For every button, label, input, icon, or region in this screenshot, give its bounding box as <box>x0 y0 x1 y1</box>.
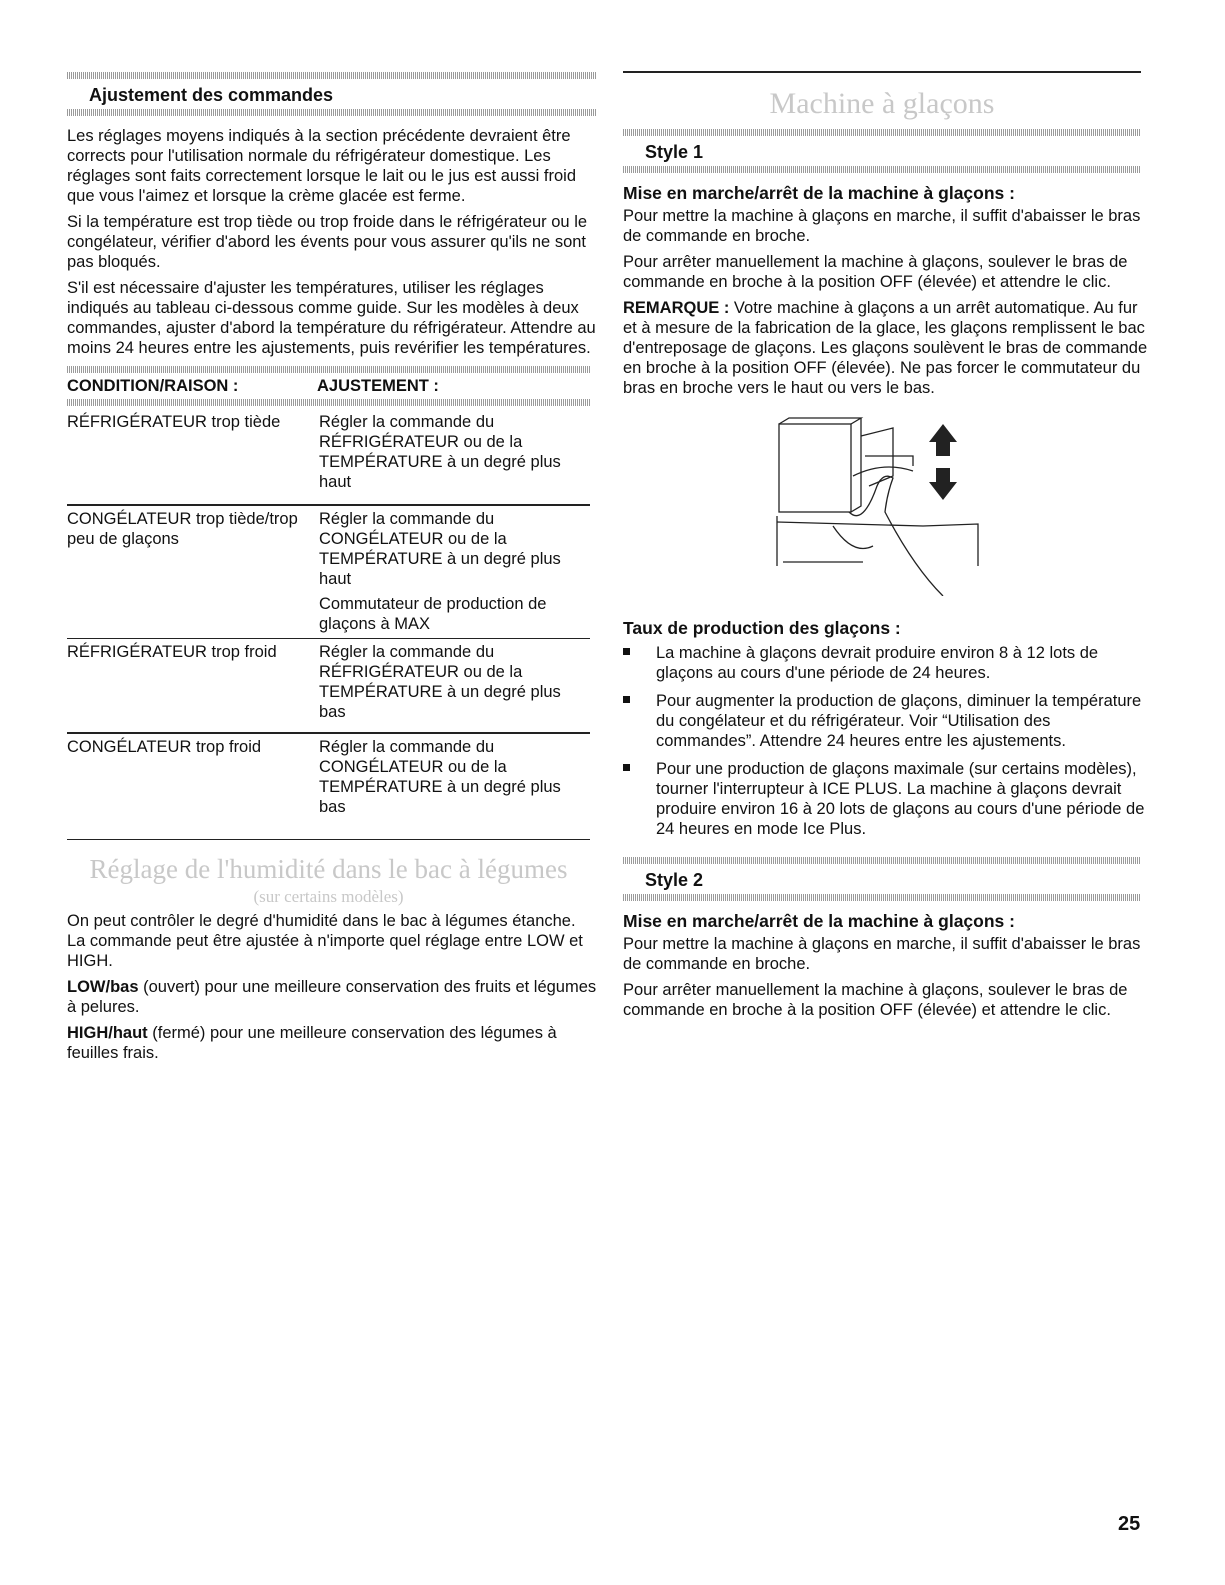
dotted-divider <box>623 166 1141 173</box>
high-description: (fermé) pour une meilleure conservation des légumes à feuilles frais. <box>67 1024 557 1062</box>
note-text: Votre machine à glaçons a un arrêt automatique. Au fur et à mesure de la fabrication de la glace, les glaçons remplissent le bac d'entreposage de glaçons. Les glaçons soulèvent le bras de commande en broche à la position OFF (élevée). Ne pas forcer le commutateur du bras en broche vers le haut ou vers le bas. <box>623 298 1148 397</box>
table-cell-condition: RÉFRIGÉRATEUR trop froid <box>67 643 277 661</box>
table-cell-adjustment: Régler la commande du CONGÉLATEUR ou de la TEMPÉRATURE à un degré plus haut <box>319 509 561 588</box>
table-cell-adjustment-extra: Commutateur de production de glaçons à MAX <box>319 594 547 633</box>
high-label: HIGH/haut <box>67 1024 148 1042</box>
off-text-1: Pour arrêter manuellement la machine à glaçons, soulever le bras de commande en broche à la position OFF (élevée) et attendre le clic. <box>623 252 1128 291</box>
low-label: LOW/bas <box>67 978 139 996</box>
table-cell-condition: RÉFRIGÉRATEUR trop tiède <box>67 413 281 431</box>
table-header-row <box>67 373 590 399</box>
humidity-low-paragraph <box>67 977 597 1017</box>
ice-maker-illustration <box>773 416 1003 596</box>
table-row <box>67 506 590 638</box>
left-column <box>67 0 597 1063</box>
on-text-2: Pour mettre la machine à glaçons en marche, il suffit d'abaisser le bras de commande en broche. <box>623 934 1141 973</box>
table-cell-adjustment: Régler la commande du CONGÉLATEUR ou de la TEMPÉRATURE à un degré plus bas <box>319 737 561 816</box>
table-row <box>67 734 590 839</box>
note-label: REMARQUE : <box>623 298 730 317</box>
adjust-paragraph-3: S'il est nécessaire d'ajuster les températures, utiliser les réglages indiqués au tableau ci-dessous comme guide. Sur les modèles à deux commandes, ajuster d'abord la température du réfrigérateur. Attendre au moins 24 heures entre les ajustements, puis revérifier les températures. <box>67 279 596 357</box>
list-item: Pour une production de glaçons maximale (sur certains modèles), tourner l'interrupteur à ICE PLUS. La machine à glaçons devrait produire environ 16 à 20 lots de glaçons au cours d'une période de 24 heures en mode Ice Plus. <box>623 759 1153 839</box>
humidity-subtitle: (sur certains modèles) <box>253 887 404 906</box>
dotted-divider <box>623 857 1141 864</box>
table-cell-adjustment: Régler la commande du RÉFRIGÉRATEUR ou de la TEMPÉRATURE à un degré plus bas <box>319 643 561 721</box>
adjustment-table <box>67 373 590 399</box>
off-text-2: Pour arrêter manuellement la machine à glaçons, soulever le bras de commande en broche à la position OFF (élevée) et attendre le clic. <box>623 980 1128 1019</box>
rate-bullet-list <box>623 643 1153 839</box>
adjust-heading: Ajustement des commandes <box>89 85 334 105</box>
on-text-1: Pour mettre la machine à glaçons en marche, il suffit d'abaisser le bras de commande en broche. <box>623 206 1141 245</box>
list-item: La machine à glaçons devrait produire environ 8 à 12 lots de glaçons au cours d'une période de 24 heures. <box>623 643 1153 683</box>
right-column <box>623 0 1153 1020</box>
table-header-condition: CONDITION/RAISON : <box>67 377 239 395</box>
table-cell-condition: CONGÉLATEUR trop tiède/trop peu de glaçons <box>67 509 298 548</box>
table-cell-condition: CONGÉLATEUR trop froid <box>67 737 262 756</box>
page-number: 25 <box>1118 1513 1141 1535</box>
style2-heading: Style 2 <box>645 869 704 890</box>
adjust-paragraph-2: Si la température est trop tiède ou trop froide dans le réfrigérateur ou le congélateur, vérifier d'abord les évents pour vous assurer qu'ils ne sont pas bloqués. <box>67 213 588 271</box>
ice-maker-drawing <box>773 416 1003 596</box>
style1-heading: Style 1 <box>645 141 704 162</box>
note-paragraph <box>623 298 1153 398</box>
table-row <box>67 406 590 504</box>
onoff-heading-2: Mise en marche/arrêt de la machine à glaçons : <box>623 910 1015 931</box>
table-row-divider <box>67 839 590 841</box>
dotted-divider <box>623 894 1141 901</box>
dotted-divider <box>623 129 1141 136</box>
humidity-paragraph: On peut contrôler le degré d'humidité dans le bac à légumes étanche. La commande peut être ajustée à n'importe quel réglage entre LOW et HIGH. <box>67 912 583 970</box>
adjustment-table-body <box>67 406 590 840</box>
section-rule <box>623 71 1141 73</box>
adjust-paragraph-1: Les réglages moyens indiqués à la section précédente devraient être corrects pour l'utilisation normale du réfrigérateur domestique. Les réglages sont faits correctement lorsque le lait ou le jus est aussi froid que vous l'aimez et lorsque la crème glacée est ferme. <box>67 127 577 205</box>
humidity-high-paragraph <box>67 1023 597 1063</box>
rate-heading: Taux de production des glaçons : <box>623 617 901 638</box>
dotted-divider <box>67 366 590 373</box>
dotted-divider <box>67 399 590 406</box>
list-item: Pour augmenter la production de glaçons, diminuer la température du congélateur et du réfrigérateur. Voir “Utilisation des commandes”. Attendre 24 heures entre les ajustements. <box>623 691 1153 751</box>
humidity-title: Réglage de l'humidité dans le bac à légumes <box>89 854 568 884</box>
onoff-heading-1: Mise en marche/arrêt de la machine à glaçons : <box>623 182 1015 203</box>
table-header-adjustment: AJUSTEMENT : <box>317 377 439 395</box>
low-description: (ouvert) pour une meilleure conservation des fruits et légumes à pelures. <box>67 978 597 1016</box>
table-cell-adjustment: Régler la commande du RÉFRIGÉRATEUR ou de la TEMPÉRATURE à un degré plus haut <box>319 413 561 491</box>
ice-title: Machine à glaçons <box>769 86 995 120</box>
dotted-divider <box>67 109 597 116</box>
table-row <box>67 639 590 732</box>
dotted-divider <box>67 72 597 79</box>
